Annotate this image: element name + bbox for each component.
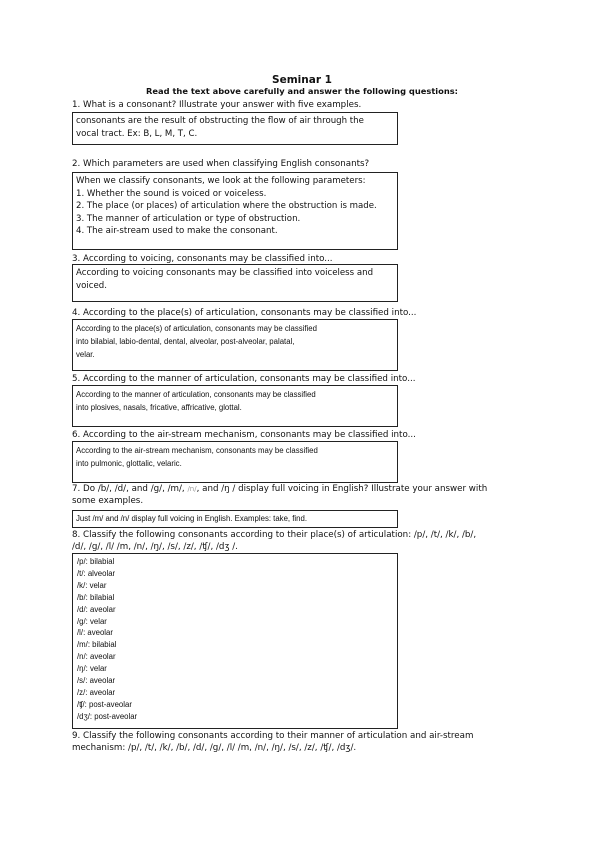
- question-1: 1. What is a consonant? Illustrate your answer with five examples.: [72, 100, 362, 110]
- list-item: /z/: aveolar: [77, 687, 116, 697]
- answer-4-line: According to the place(s) of articulation, consonants may be classified: [76, 324, 317, 333]
- question-8: 8. Classify the following consonants according to their place(s) of articulation: /p/, /t/, /k/, /b/,: [72, 530, 477, 540]
- question-7-continued: some examples.: [72, 496, 144, 506]
- question-4: 4. According to the place(s) of articulation, consonants may be classified into...: [72, 308, 417, 318]
- list-item: /n/: aveolar: [77, 652, 116, 662]
- answer-6-line: According to the air-stream mechanism, consonants may be classified: [76, 446, 318, 455]
- answer-3-line: According to voicing consonants may be classified into voiceless and: [76, 268, 374, 278]
- answer-2-line: 3. The manner of articulation or type of obstruction.: [76, 213, 301, 224]
- list-item: /ŋ/: velar: [77, 664, 107, 674]
- list-item: /d/: aveolar: [77, 604, 116, 614]
- answer-box-8[interactable]: [72, 553, 398, 729]
- list-item: /p/: bilabial: [77, 557, 115, 566]
- answer-box-4[interactable]: [72, 319, 398, 371]
- answer-box-3[interactable]: [72, 264, 398, 302]
- answer-2-line: 1. Whether the sound is voiced or voiceless.: [76, 188, 267, 199]
- question-2: 2. Which parameters are used when classifying English consonants?: [72, 159, 370, 169]
- answer-box-2[interactable]: [72, 172, 398, 250]
- list-item: /dʒ/: post-aveolar: [77, 711, 138, 721]
- list-item: /g/: velar: [77, 616, 107, 626]
- answer-5-line: According to the manner of articulation, consonants may be classified: [76, 390, 316, 399]
- list-item: /m/: bilabial: [77, 640, 117, 650]
- question-7-text: , and /ŋ / display full voicing in English? Illustrate your answer with: [196, 484, 488, 494]
- answer-7-line: Just /m/ and /n/ display full voicing in English. Examples: take, find.: [76, 514, 307, 523]
- question-5: 5. According to the manner of articulation, consonants may be classified into...: [72, 374, 416, 384]
- instructions: Read the text above carefully and answer the following questions:: [146, 86, 458, 96]
- list-item: /b/: bilabial: [77, 592, 115, 602]
- answer-box-5[interactable]: [72, 385, 398, 427]
- question-8-continued: /d/, /g/, /l/ /m, /n/, /ŋ/, /s/, /z/, /ʧ/, /dʒ /.: [72, 542, 238, 552]
- answer-6-line: into pulmonic, glottalic, velaric.: [76, 459, 182, 468]
- answer-5-line: into plosives, nasals, fricative, affricative, glottal.: [76, 403, 242, 412]
- answer-3-line: voiced.: [76, 280, 107, 291]
- list-item: /s/: aveolar: [77, 676, 116, 686]
- question-7-text: 7. Do /b/, /d/, and /g/, /m/,: [72, 484, 188, 494]
- answer-4-line: velar.: [76, 350, 95, 359]
- list-item: /k/: velar: [77, 580, 107, 590]
- question-9: 9. Classify the following consonants according to their manner of articulation and air-stream: [72, 731, 474, 741]
- list-item: /l/: aveolar: [77, 628, 113, 638]
- question-7-faint-symbol: /n/: [187, 485, 197, 493]
- answer-4-line: into bilabial, labio-dental, dental, alveolar, post-alveolar, palatal,: [76, 337, 295, 346]
- page-title: Seminar 1: [272, 74, 332, 86]
- answer-box-7[interactable]: [72, 510, 398, 528]
- answer-2-line: When we classify consonants, we look at the following parameters:: [76, 176, 366, 186]
- answer-box-6[interactable]: [72, 441, 398, 483]
- answer-2-line: 2. The place (or places) of articulation where the obstruction is made.: [76, 201, 377, 211]
- question-7: [72, 483, 487, 495]
- answer-2-line: 4. The air-stream used to make the consonant.: [76, 226, 278, 236]
- question-3: 3. According to voicing, consonants may be classified into...: [72, 254, 333, 264]
- list-item: /t/: alveolar: [77, 568, 116, 578]
- answer-1-line: vocal tract. Ex: B, L, M, T, C.: [76, 128, 198, 139]
- question-9-continued: mechanism: /p/, /t/, /k/, /b/, /d/, /g/, /l/ /m, /n/, /ŋ/, /s/, /z/, /ʧ/, /dʒ/.: [72, 743, 357, 753]
- question-6: 6. According to the air-stream mechanism, consonants may be classified into...: [72, 430, 416, 440]
- answer-box-1[interactable]: [72, 112, 398, 145]
- list-item: /ʧ/: post-aveolar: [77, 699, 132, 709]
- answer-1-line: consonants are the result of obstructing the flow of air through the: [76, 116, 364, 126]
